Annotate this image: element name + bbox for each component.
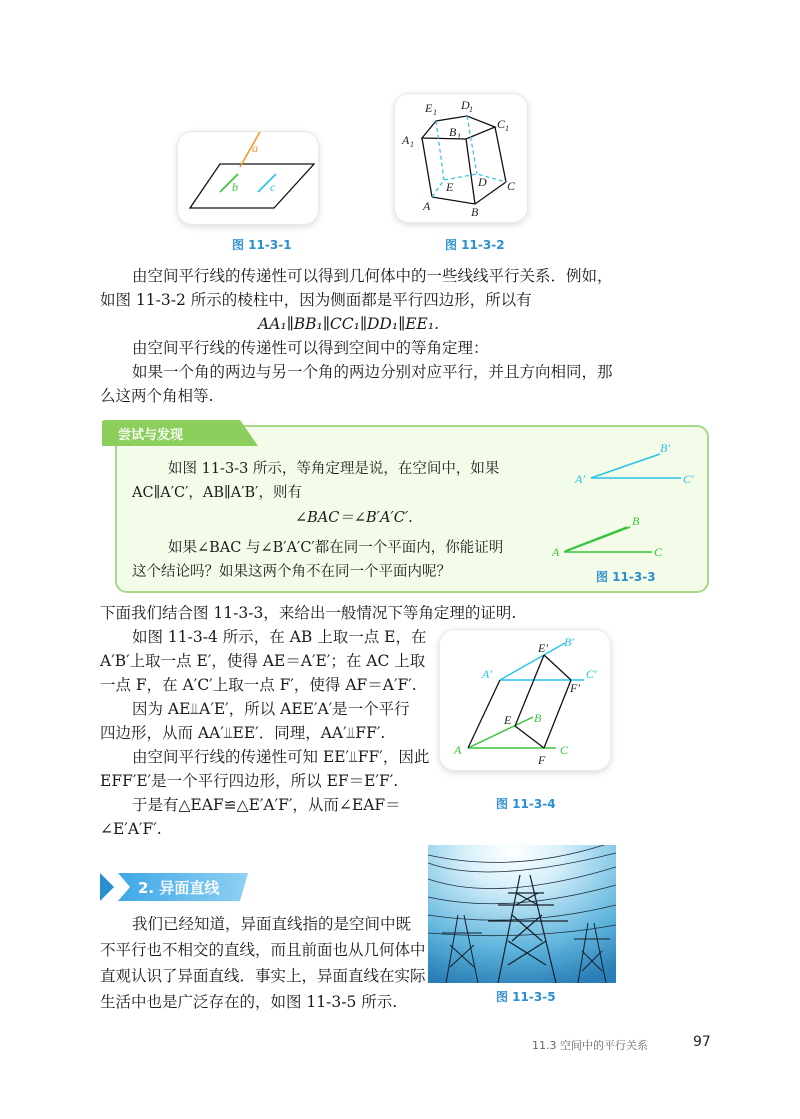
svg-text:C: C	[507, 179, 516, 193]
proof-line-7: EFF′E′是一个平行四边形，所以 EF＝E′F′.	[100, 772, 399, 790]
figure-11-3-1	[178, 132, 318, 224]
section-line-1: 我们已经知道，异面直线指的是空间中既	[132, 915, 412, 933]
proof-line-2: A′B′上取一点 E′，使得 AE＝A′E′；在 AC 上取	[100, 652, 426, 670]
label-c: c	[270, 180, 276, 194]
svg-text:E: E	[504, 713, 512, 727]
svg-text:A: A	[402, 133, 410, 147]
svg-text:C: C	[497, 117, 506, 131]
explore-equation: ∠BAC＝∠B′A′C′.	[295, 510, 413, 526]
caption-11-3-3: 图 11-3-3	[596, 570, 656, 584]
figure-11-3-3-lower	[548, 510, 698, 560]
section-title: 2. 异面直线	[138, 879, 220, 897]
svg-text:B: B	[534, 711, 542, 725]
svg-text:D: D	[478, 175, 487, 189]
svg-text:A: A	[552, 545, 560, 559]
caption-11-3-4: 图 11-3-4	[496, 797, 556, 811]
svg-text:1: 1	[410, 140, 414, 149]
paragraph-1-line-2: 如图 11-3-2 所示的棱柱中，因为侧面都是平行四边形，所以有	[100, 291, 532, 309]
explore-line-4: 这个结论吗？如果这两个角不在同一个平面内呢？	[132, 564, 451, 580]
paragraph-3-line-2: 么这两个角相等.	[100, 387, 214, 405]
svg-text:A′: A′	[482, 667, 492, 681]
svg-text:A′: A′	[575, 472, 585, 486]
svg-text:E: E	[446, 180, 454, 194]
paragraph-1-line-1: 由空间平行线的传递性可以得到几何体中的一些线线平行关系．例如，	[132, 267, 613, 285]
svg-text:B: B	[449, 125, 457, 139]
caption-11-3-5: 图 11-3-5	[496, 990, 556, 1004]
label-b: b	[232, 180, 238, 194]
svg-text:C′: C′	[683, 472, 694, 486]
equation-parallel-chain: AA₁∥BB₁∥CC₁∥DD₁∥EE₁.	[258, 315, 440, 333]
page-number: 97	[693, 1034, 711, 1050]
svg-text:E: E	[425, 101, 433, 115]
plane-alpha	[190, 164, 314, 208]
figure-11-3-2	[395, 94, 527, 222]
svg-text:1: 1	[457, 132, 461, 141]
svg-text:C: C	[560, 743, 569, 757]
figure-11-3-5-photo	[428, 845, 616, 983]
proof-line-4: 因为 AE⫫A′E′，所以 AEE′A′是一个平行	[132, 700, 410, 718]
svg-text:A: A	[423, 199, 431, 213]
svg-text:1: 1	[505, 124, 509, 133]
svg-text:F: F	[538, 753, 546, 767]
paragraph-3-line-1: 如果一个角的两边与另一个角的两边分别对应平行，并且方向相同，那	[132, 363, 613, 381]
explore-line-1: 如图 11-3-3 所示，等角定理是说，在空间中，如果	[168, 461, 500, 477]
svg-text:1: 1	[433, 108, 437, 117]
svg-text:E′: E′	[538, 641, 548, 655]
caption-11-3-2: 图 11-3-2	[445, 238, 505, 252]
svg-text:A: A	[454, 743, 462, 757]
explore-title: 尝试与发现	[118, 428, 184, 443]
svg-text:B′: B′	[564, 635, 574, 649]
svg-text:B: B	[471, 205, 479, 219]
proof-line-1: 如图 11-3-4 所示，在 AB 上取一点 E，在	[132, 628, 427, 646]
svg-text:F′: F′	[570, 681, 580, 695]
proof-line-9: ∠E′A′F′.	[100, 820, 162, 838]
figure-11-3-4-drawing	[440, 630, 610, 770]
explore-line-3: 如果∠BAC 与∠B′A′C′都在同一个平面内，你能证明	[168, 540, 504, 556]
proof-intro: 下面我们结合图 11-3-3，来给出一般情况下等角定理的证明.	[100, 604, 517, 622]
section-line-2: 不平行也不相交的直线，而且前面也从几何体中	[100, 941, 426, 959]
figure-11-3-1-drawing	[178, 132, 318, 224]
figure-11-3-2-drawing	[395, 94, 527, 222]
proof-line-6: 由空间平行线的传递性可知 EE′⫫FF′，因此	[132, 748, 430, 766]
proof-line-3: 一点 F，在 A′C′上取一点 F′，使得 AF＝A′F′.	[100, 676, 417, 694]
proof-line-8: 于是有△EAF≌△E′A′F′，从而∠EAF＝	[132, 796, 401, 814]
footer-section: 11.3 空间中的平行关系	[532, 1039, 648, 1052]
explore-line-2: AC∥A′C′，AB∥A′B′，则有	[132, 485, 302, 501]
label-a: a	[252, 141, 258, 155]
svg-text:D: D	[461, 98, 470, 112]
caption-11-3-1: 图 11-3-1	[232, 238, 292, 252]
svg-text:C: C	[654, 545, 663, 559]
svg-text:B: B	[632, 514, 640, 528]
figure-11-3-4	[440, 630, 610, 770]
svg-text:C′: C′	[586, 667, 597, 681]
svg-text:B′: B′	[660, 441, 670, 455]
section-line-3: 直观认识了异面直线．事实上，异面直线在实际	[100, 967, 426, 985]
section-line-4: 生活中也是广泛存在的，如图 11-3-5 所示.	[100, 993, 398, 1011]
svg-text:1: 1	[469, 105, 473, 114]
proof-line-5: 四边形，从而 AA′⫫EE′．同理，AA′⫫FF′.	[100, 724, 386, 742]
paragraph-2: 由空间平行线的传递性可以得到空间中的等角定理：	[132, 339, 489, 357]
